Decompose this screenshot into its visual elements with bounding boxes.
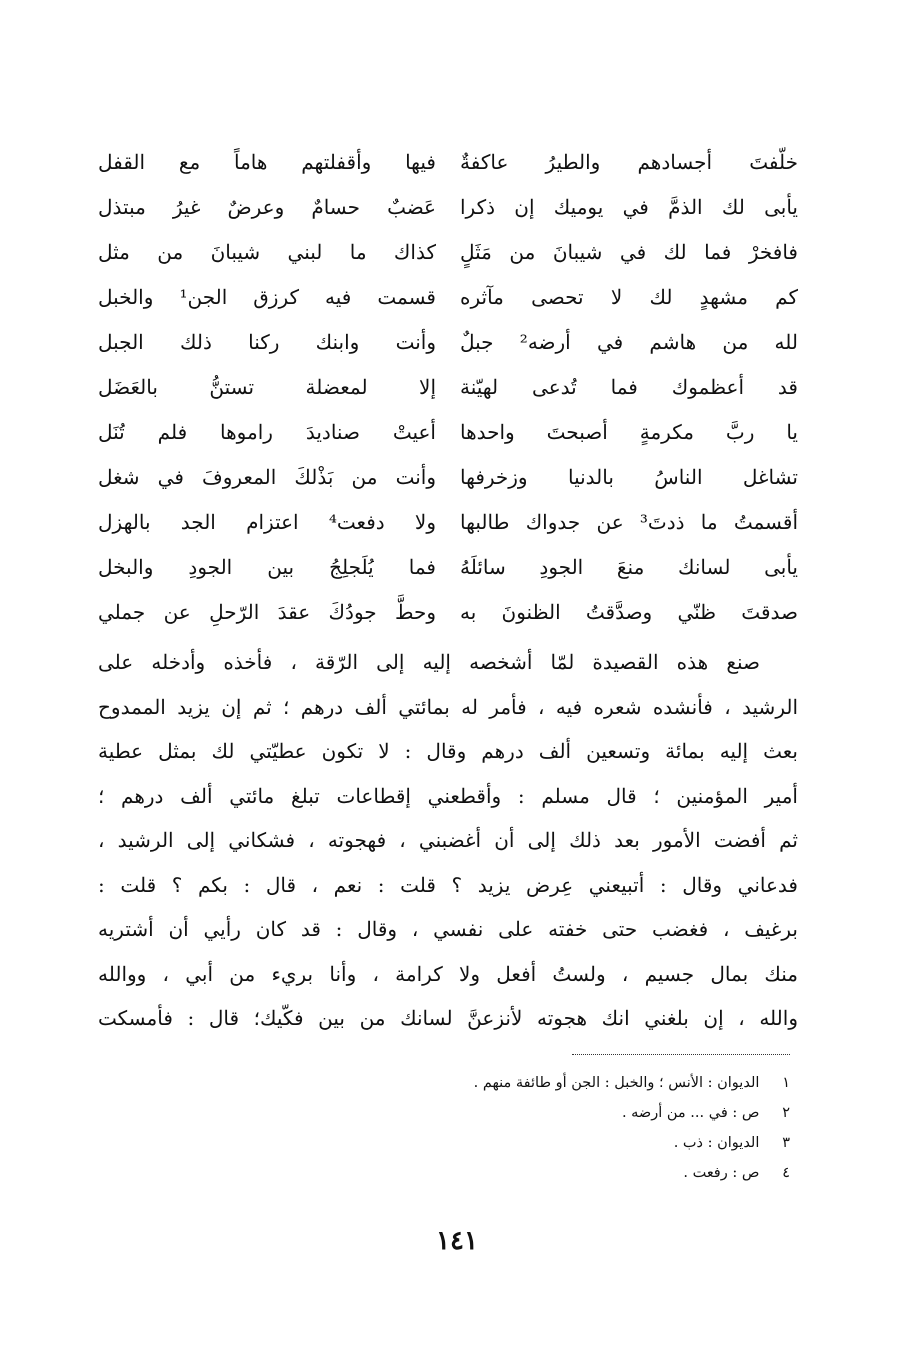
verse-row	[98, 500, 798, 545]
footnote	[380, 1068, 790, 1098]
verse-row	[98, 185, 798, 230]
prose-line: منك بمال جسيم ، ولستُ أفعل ولا كرامة ، وأنا بريء من أبي ، ووالله	[98, 961, 798, 986]
footnote-number: ٢	[782, 1105, 790, 1121]
footnote-text: ص : في ... من أرضه .	[621, 1105, 760, 1121]
footnote	[380, 1158, 790, 1188]
footnote-text: الديوان : الأنس ؛ والخبل : الجن أو طائفة منهم .	[473, 1075, 760, 1091]
verse-row	[98, 545, 798, 590]
verse-first-hemistich: أقسمتُ ما ذدتَ³ عن جدواك طالبها	[460, 510, 798, 534]
verse-second-hemistich: إلا لمعضلة تستنُّ بالعَضَل	[98, 375, 436, 399]
prose-line: برغيف ، فغضب حتى خفته على نفسي ، وقال : قد كان رأيي أن أشتريه	[98, 917, 798, 941]
verse-second-hemistich: وأنت من بَذْلكَ المعروفَ في شغل	[98, 465, 436, 489]
footnote	[380, 1128, 790, 1158]
footnote-separator	[572, 1054, 790, 1055]
verse-first-hemistich: فافخرْ فما لك في شيبانَ من مَثَلٍ	[460, 240, 798, 264]
verse-row	[98, 365, 798, 410]
verse-first-hemistich: لله من هاشم في أرضه² جبلٌ	[460, 330, 798, 354]
footnote-number: ٣	[782, 1135, 790, 1151]
verse-row	[98, 230, 798, 275]
footnote-number: ٤	[782, 1165, 790, 1181]
footnote	[380, 1098, 790, 1128]
verse-row	[98, 140, 798, 185]
verse-second-hemistich: أعيتْ صناديدَ راموها فلم تُنَل	[98, 420, 436, 444]
footnote-number: ١	[782, 1075, 790, 1091]
prose-line: بعث إليه بمائة وتسعين ألف درهم وقال : لا تكون عطيّتي لك بمثل عطية	[98, 739, 798, 763]
verse-row	[98, 410, 798, 455]
verse-first-hemistich: يا ربَّ مكرمةٍ أصبحتَ واحدها	[460, 420, 798, 444]
verse-row	[98, 275, 798, 320]
prose-line: فدعاني وقال : أتبيعني عِرض يزيد ؟ قلت : نعم ، قال : بكم ؟ قلت :	[98, 872, 798, 897]
verse-first-hemistich: قد أعظموك فما تُدعى لهيّنة	[460, 375, 798, 399]
verse-first-hemistich: خلّفتَ أجسادهم والطيرُ عاكفةٌ	[460, 150, 798, 174]
prose-line: والله ، إن بلغني انك هجوته لأنزعنَّ لسانك من بين فكّيك؛ قال : فأمسكت	[98, 1006, 798, 1030]
verse-second-hemistich: فما يُلَجلِجُ بين الجودِ والبخل	[98, 555, 436, 579]
prose-paragraph	[98, 640, 798, 1041]
verse-first-hemistich: كم مشهدٍ لك لا تحصى مآثره	[460, 285, 798, 309]
verse-row	[98, 455, 798, 500]
prose-line: أمير المؤمنين ؛ قال مسلم : وأقطعني إقطاعات تبلغ مائتي ألف درهم ؛	[98, 783, 798, 808]
footnote-text: الديوان : ذب .	[673, 1135, 760, 1151]
verse-first-hemistich: يأبى لك الذمَّ في يوميك إن ذكرا	[460, 195, 798, 219]
verse-row	[98, 590, 798, 635]
verse-row	[98, 320, 798, 365]
verse-second-hemistich: وأنت وابنك ركنا ذلك الجبل	[98, 330, 436, 354]
page-number: ١٤١	[436, 1226, 478, 1256]
verse-second-hemistich: وحطَّ جودُكَ عقدَ الرّحلِ عن جملي	[98, 600, 436, 624]
verse-second-hemistich: ولا دفعت⁴ اعتزام الجد بالهزل	[98, 510, 436, 534]
verse-second-hemistich: كذاك ما لبني شيبانَ من مثل	[98, 240, 436, 264]
verse-second-hemistich: قسمت فيه كرزق الجن¹ والخبل	[98, 285, 436, 309]
verse-second-hemistich: فيها وأقفلتهم هاماً مع القفل	[98, 150, 436, 174]
verse-first-hemistich: صدقتَ ظنّي وصدَّقتُ الظنونَ به	[460, 600, 798, 624]
prose-line: الرشيد ، فأنشده شعره فيه ، فأمر له بمائتي ألف درهم ؛ ثم إن يزيد الممدوح	[98, 694, 798, 719]
verse-second-hemistich: عَضبٌ حسامٌ وعرضٌ غيرُ مبتذل	[98, 195, 436, 219]
verse-first-hemistich: تشاغل الناسُ بالدنيا وزخرفها	[460, 465, 798, 489]
footnote-text: ص : رفعت .	[683, 1165, 760, 1181]
poem-verses	[98, 140, 798, 635]
prose-line: ثم أفضت الأمور بعد ذلك إلى أن أغضبني ، فهجوته ، فشكاني إلى الرشيد ،	[98, 828, 798, 852]
prose-line: صنع هذه القصيدة لمّا أشخصه إليه إلى الرّقة ، فأخذه وأدخله على	[98, 650, 760, 674]
footnotes	[380, 1068, 790, 1188]
verse-first-hemistich: يأبى لسانك منعَ الجودِ سائلَهُ	[460, 555, 798, 579]
